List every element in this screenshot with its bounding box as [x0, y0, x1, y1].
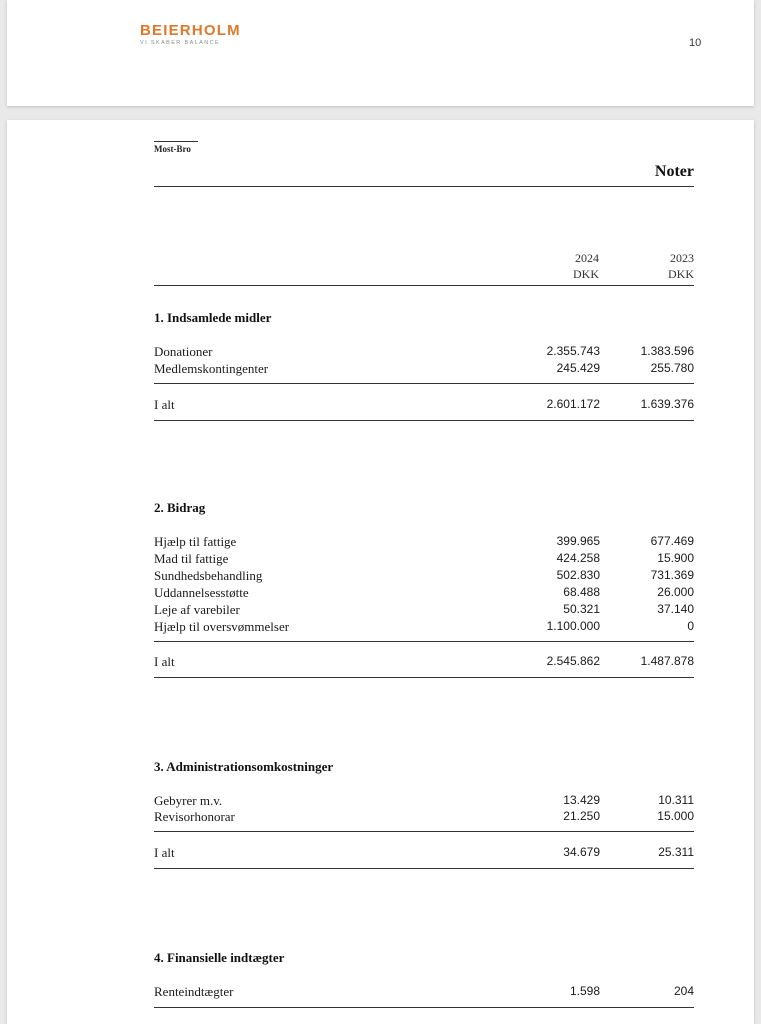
table-row — [154, 602, 694, 619]
table-row — [154, 585, 694, 602]
table-row — [154, 809, 694, 826]
value-2024: 21.250 — [563, 809, 600, 823]
table-row — [154, 361, 694, 378]
value-2023: 37.140 — [657, 602, 694, 616]
column-year: 2024 — [575, 251, 599, 265]
value-2024: 245.429 — [556, 361, 600, 375]
table-row — [154, 551, 694, 568]
value-2023: 15.000 — [657, 809, 694, 823]
row-label: Uddannelsesstøtte — [154, 585, 249, 600]
row-label: Hjælp til fattige — [154, 534, 237, 549]
subtotal-rule — [154, 1007, 694, 1008]
logo-tagline: VI SKABER BALANCE — [140, 40, 221, 46]
value-2024: 424.258 — [556, 551, 600, 565]
beierholm-logo — [140, 22, 241, 46]
row-label: Leje af varebiler — [154, 602, 240, 617]
column-header-2024 — [539, 250, 599, 282]
header-rule — [154, 186, 694, 187]
value-2024: 34.679 — [563, 845, 600, 859]
table-row — [154, 984, 694, 1001]
total-row — [154, 397, 694, 414]
total-row — [154, 654, 694, 671]
total-rule — [154, 677, 694, 678]
value-2023: 255.780 — [650, 361, 694, 375]
company-rule — [154, 141, 198, 142]
logo-wordmark: BEIERHOLM — [140, 22, 241, 39]
subtotal-rule — [154, 641, 694, 642]
value-2023: 1.383.596 — [640, 344, 694, 358]
row-label: I alt — [154, 397, 175, 412]
value-2023: 677.469 — [650, 534, 694, 548]
value-2024: 2.545.862 — [546, 654, 600, 668]
value-2024: 1.100.000 — [546, 619, 600, 633]
value-2023: 26.000 — [657, 585, 694, 599]
previous-page-footer — [7, 0, 754, 106]
row-label: I alt — [154, 654, 175, 669]
value-2024: 2.601.172 — [546, 397, 600, 411]
subtotal-rule — [154, 831, 694, 832]
row-label: Gebyrer m.v. — [154, 793, 223, 808]
column-year: 2023 — [670, 251, 694, 265]
table-row — [154, 344, 694, 361]
subtotal-rule — [154, 383, 694, 384]
row-label: Medlemskontingenter — [154, 361, 269, 376]
value-2024: 502.830 — [556, 568, 600, 582]
value-2023: 0 — [687, 619, 694, 633]
value-2023: 25.311 — [658, 845, 694, 859]
note-title: 2. Bidrag — [154, 500, 206, 515]
row-label: Hjælp til oversvømmelser — [154, 619, 290, 634]
value-2023: 731.369 — [650, 568, 694, 582]
row-label: Revisorhonorar — [154, 809, 235, 824]
value-2023: 1.639.376 — [640, 397, 694, 411]
column-header-2023 — [634, 250, 694, 282]
total-row — [154, 845, 694, 862]
value-2024: 68.488 — [563, 585, 600, 599]
table-row — [154, 793, 694, 810]
value-2023: 15.900 — [657, 551, 694, 565]
value-2024: 50.321 — [563, 602, 600, 616]
column-header-rule — [154, 285, 694, 286]
table-row — [154, 619, 694, 636]
page-number: 10 — [689, 37, 702, 49]
row-label: Donationer — [154, 344, 213, 359]
value-2024: 1.598 — [569, 984, 600, 998]
column-currency: DKK — [668, 267, 694, 281]
row-label: I alt — [154, 845, 175, 860]
row-label: Mad til fattige — [154, 551, 229, 566]
value-2024: 13.429 — [563, 793, 600, 807]
document-page — [7, 120, 754, 1024]
value-2023: 204 — [673, 984, 694, 998]
total-rule — [154, 868, 694, 869]
column-currency: DKK — [573, 267, 599, 281]
value-2024: 399.965 — [556, 534, 600, 548]
value-2023: 1.487.878 — [640, 654, 694, 668]
value-2024: 2.355.743 — [546, 344, 600, 358]
note-title: 4. Finansielle indtægter — [154, 950, 285, 965]
table-row — [154, 534, 694, 551]
company-name: Most-Bro — [154, 144, 191, 154]
note-title: 1. Indsamlede midler — [154, 310, 272, 325]
table-row — [154, 568, 694, 585]
total-rule — [154, 420, 694, 421]
section-title: Noter — [654, 163, 694, 180]
note-title: 3. Administrationsomkostninger — [154, 759, 334, 774]
row-label: Sundhedsbehandling — [154, 568, 263, 583]
row-label: Renteindtægter — [154, 984, 234, 999]
value-2023: 10.311 — [658, 793, 694, 807]
